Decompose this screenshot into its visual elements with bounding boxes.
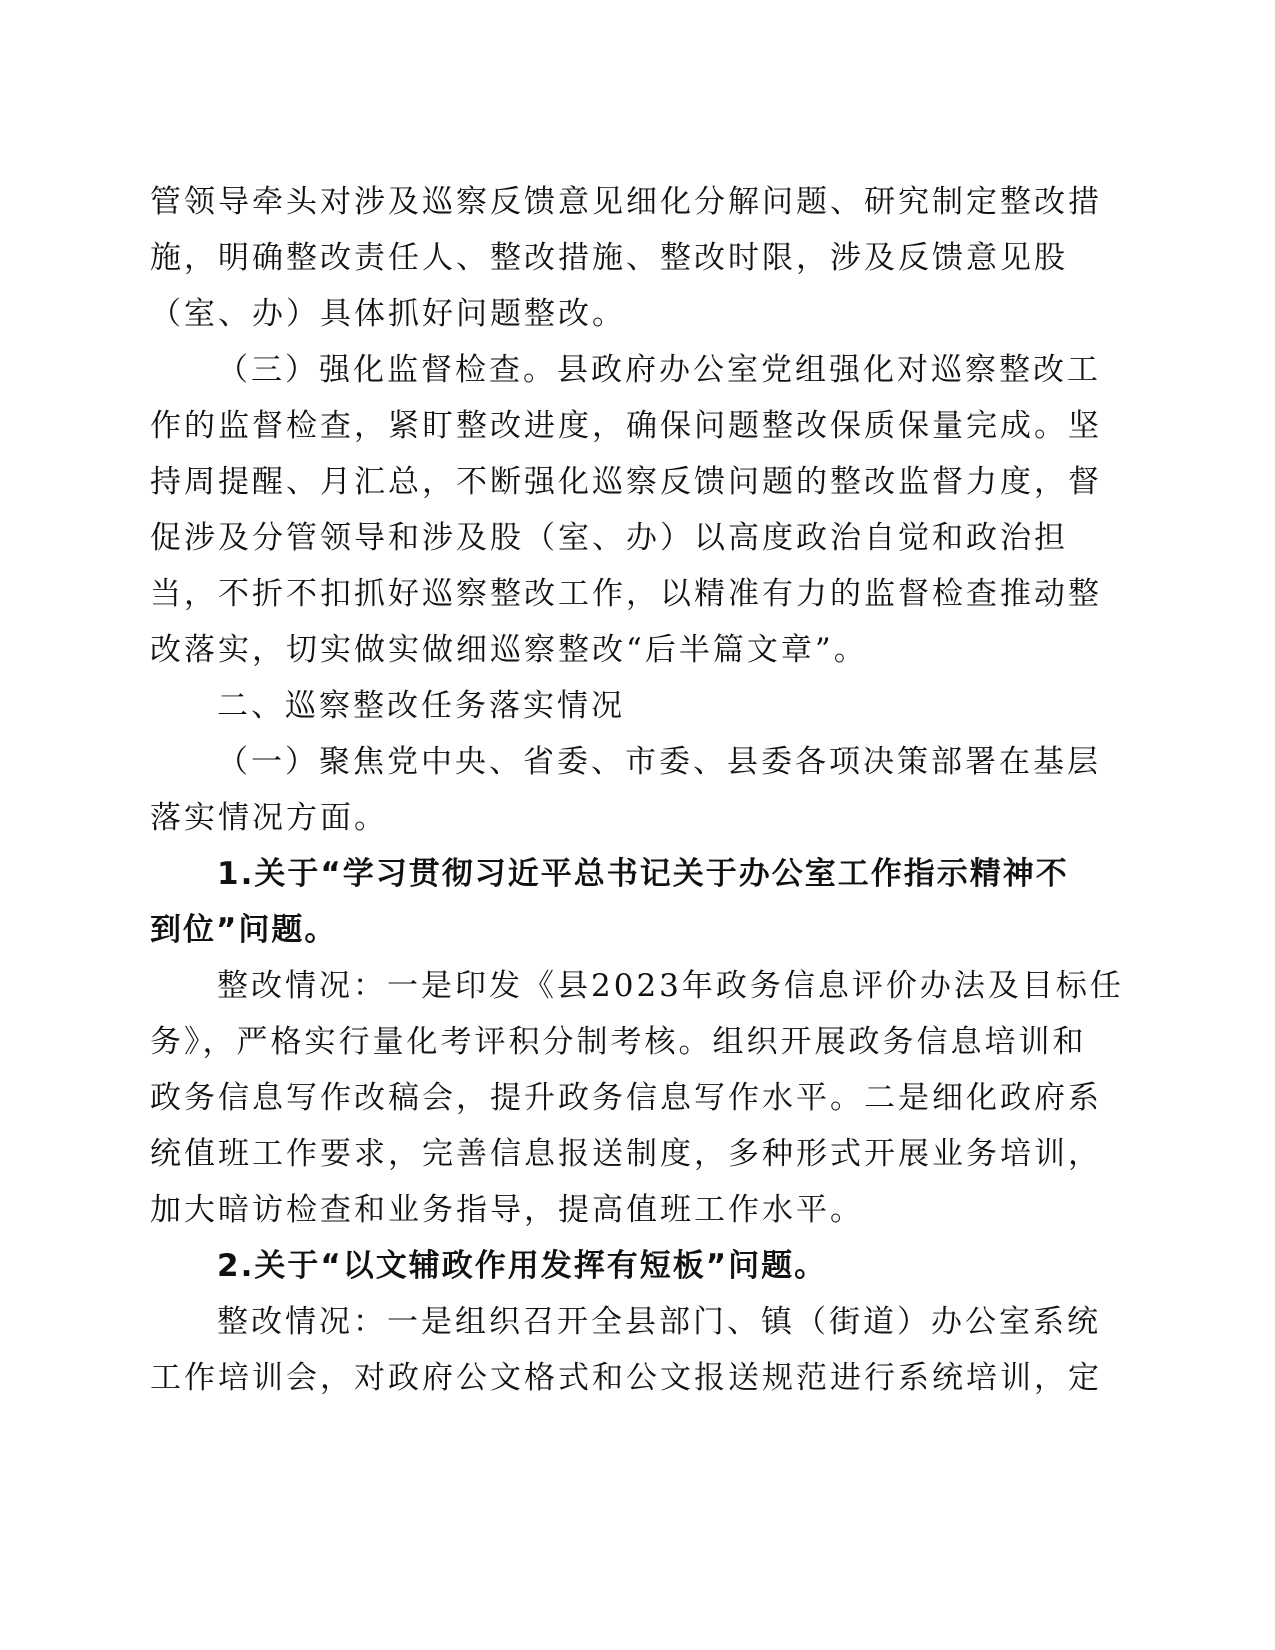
body-text-line: 改落实，切实做实做细巡察整改“后半篇文章”。 bbox=[150, 632, 868, 668]
issue-heading-1-cont: 到位”问题。 bbox=[150, 912, 338, 948]
subsection-heading-1: （一）聚焦党中央、省委、市委、县委各项决策部署在基层 bbox=[217, 744, 1101, 780]
body-text-line: 政务信息写作改稿会，提升政务信息写作水平。二是细化政府系 bbox=[150, 1080, 1102, 1116]
body-text-line: 整改情况：一是组织召开全县部门、镇（街道）办公室系统 bbox=[217, 1304, 1101, 1340]
body-text-line: 作的监督检查，紧盯整改进度，确保问题整改保质保量完成。坚 bbox=[150, 408, 1102, 444]
body-text-line: 持周提醒、月汇总，不断强化巡察反馈问题的整改监督力度，督 bbox=[150, 464, 1102, 500]
body-text-line: 管领导牵头对涉及巡察反馈意见细化分解问题、研究制定整改措 bbox=[150, 184, 1102, 220]
body-text-line: 当，不折不扣抓好巡察整改工作，以精准有力的监督检查推动整 bbox=[150, 576, 1102, 612]
body-text-line: 统值班工作要求，完善信息报送制度，多种形式开展业务培训， bbox=[150, 1136, 1102, 1172]
body-text-line: 促涉及分管领导和涉及股（室、办）以高度政治自觉和政治担 bbox=[150, 520, 1068, 556]
body-text-line: 施，明确整改责任人、整改措施、整改时限，涉及反馈意见股 bbox=[150, 240, 1068, 276]
body-text-line: 务》，严格实行量化考评积分制考核。组织开展政务信息培训和 bbox=[150, 1024, 1087, 1060]
section-heading-2: 二、巡察整改任务落实情况 bbox=[217, 688, 625, 724]
issue-heading-2: 2.关于“以文辅政作用发挥有短板”问题。 bbox=[217, 1248, 828, 1284]
body-text-line: 工作培训会，对政府公文格式和公文报送规范进行系统培训，定 bbox=[150, 1360, 1102, 1396]
body-text-line: 加大暗访检查和业务指导，提高值班工作水平。 bbox=[150, 1192, 864, 1228]
section-heading-3: （三）强化监督检查。县政府办公室党组强化对巡察整改工 bbox=[217, 352, 1101, 388]
issue-heading-1: 1.关于“学习贯彻习近平总书记关于办公室工作指示精神不 bbox=[217, 856, 1069, 892]
body-text-line: 整改情况：一是印发《县2023年政务信息评价办法及目标任 bbox=[217, 968, 1124, 1004]
body-text-line: （室、办）具体抓好问题整改。 bbox=[150, 296, 626, 332]
body-text-line: 落实情况方面。 bbox=[150, 800, 388, 836]
